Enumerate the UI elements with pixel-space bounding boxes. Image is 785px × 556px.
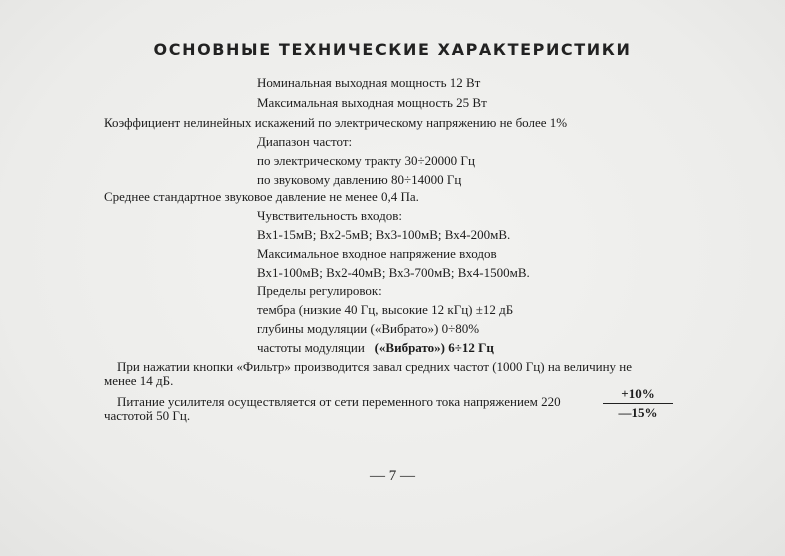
power-supply-line1: Питание усилителя осуществляется от сети переменного тока напряжением 220	[117, 394, 561, 409]
tolerance-minus: —15%	[618, 405, 658, 420]
power-supply	[104, 395, 604, 423]
spec-freq-electric: по электрическому тракту 30÷20000 Гц	[257, 153, 475, 168]
spec-distortion: Коэффициент нелинейных искажений по электрическому напряжению не более 1%	[104, 115, 568, 130]
voltage-tolerance	[603, 386, 673, 421]
filter-note-line1: При нажатии кнопки «Фильтр» производится завал средних частот (1000 Гц) на величину не	[117, 359, 633, 374]
spec-max-power: Максимальная выходная мощность 25 Вт	[257, 95, 487, 110]
power-supply-line2: частотой 50 Гц.	[104, 408, 191, 423]
filter-note	[104, 360, 708, 388]
spec-max-input-label: Максимальное входное напряжение входов	[257, 246, 497, 261]
spec-vibrato-freq-label: частоты модуляции	[257, 340, 365, 355]
spec-spl: Среднее стандартное звуковое давление не менее 0,4 Па.	[104, 189, 419, 204]
spec-nominal-power: Номинальная выходная мощность 12 Вт	[257, 75, 481, 90]
page-title: ОСНОВНЫЕ ТЕХНИЧЕСКИЕ ХАРАКТЕРИСТИКИ	[153, 40, 632, 59]
spec-freq-range-label: Диапазон частот:	[257, 134, 353, 149]
spec-sensitivity-values: Вх1-15мВ; Вх2-5мВ; Вх3-100мВ; Вх4-200мВ.	[257, 227, 511, 242]
spec-limits-label: Пределы регулировок:	[257, 283, 382, 298]
filter-note-line2: менее 14 дБ.	[104, 373, 174, 388]
spec-vibrato-depth: глубины модуляции («Вибрато») 0÷80%	[257, 321, 480, 336]
tolerance-plus: +10%	[603, 386, 673, 404]
page-number: — 7 —	[370, 468, 415, 484]
spec-vibrato-freq-value: («Вибрато») 6÷12 Гц	[374, 340, 494, 355]
spec-vibrato-freq	[257, 340, 494, 356]
spec-sensitivity-label: Чувствительность входов:	[257, 208, 402, 223]
spec-max-input-values: Вх1-100мВ; Вх2-40мВ; Вх3-700мВ; Вх4-1500мВ.	[257, 265, 530, 280]
spec-tone: тембра (низкие 40 Гц, высокие 12 кГц) ±12 дБ	[257, 302, 514, 317]
spec-freq-acoustic: по звуковому давлению 80÷14000 Гц	[257, 172, 462, 187]
